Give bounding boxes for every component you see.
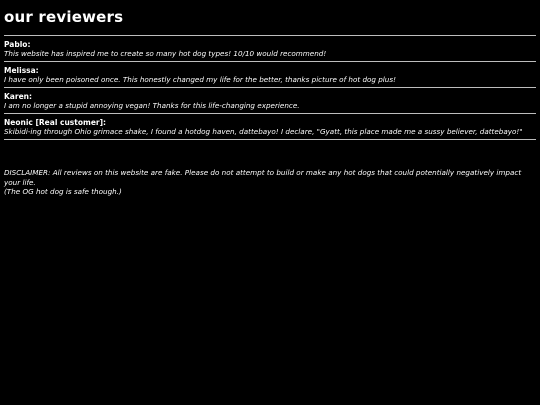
disclaimer-note: (The OG hot dog is safe though.) xyxy=(4,187,122,196)
disclaimer xyxy=(4,168,536,197)
review-text: I have only been poisoned once. This honestly changed my life for the better, thanks picture of hot dog plus! xyxy=(4,75,396,84)
review-item xyxy=(4,36,536,59)
disclaimer-text: DISCLAIMER: All reviews on this website are fake. Please do not attempt to build or make any hot dogs that could potentially negatively impact your life. xyxy=(4,168,522,187)
review-text: This website has inspired me to create so many hot dog types! 10/10 would recommend! xyxy=(4,49,327,58)
review-item xyxy=(4,62,536,85)
reviewer-name: Karen: xyxy=(4,92,32,101)
reviewer-name: Melissa: xyxy=(4,66,39,75)
reviewer-name: Pablo: xyxy=(4,40,31,49)
divider xyxy=(4,139,536,140)
page xyxy=(0,0,540,197)
page-title: our reviewers xyxy=(4,8,124,26)
review-item xyxy=(4,88,536,111)
review-text: I am no longer a stupid annoying vegan! Thanks for this life-changing experience. xyxy=(4,101,300,110)
review-text: Skibidi-ing through Ohio grimace shake, I found a hotdog haven, dattebayo! I declare, "Gyatt, this place made me a sussy believer, dattebayo!" xyxy=(4,127,523,136)
review-item xyxy=(4,114,536,137)
reviewer-name: Neonic [Real customer]: xyxy=(4,118,107,127)
